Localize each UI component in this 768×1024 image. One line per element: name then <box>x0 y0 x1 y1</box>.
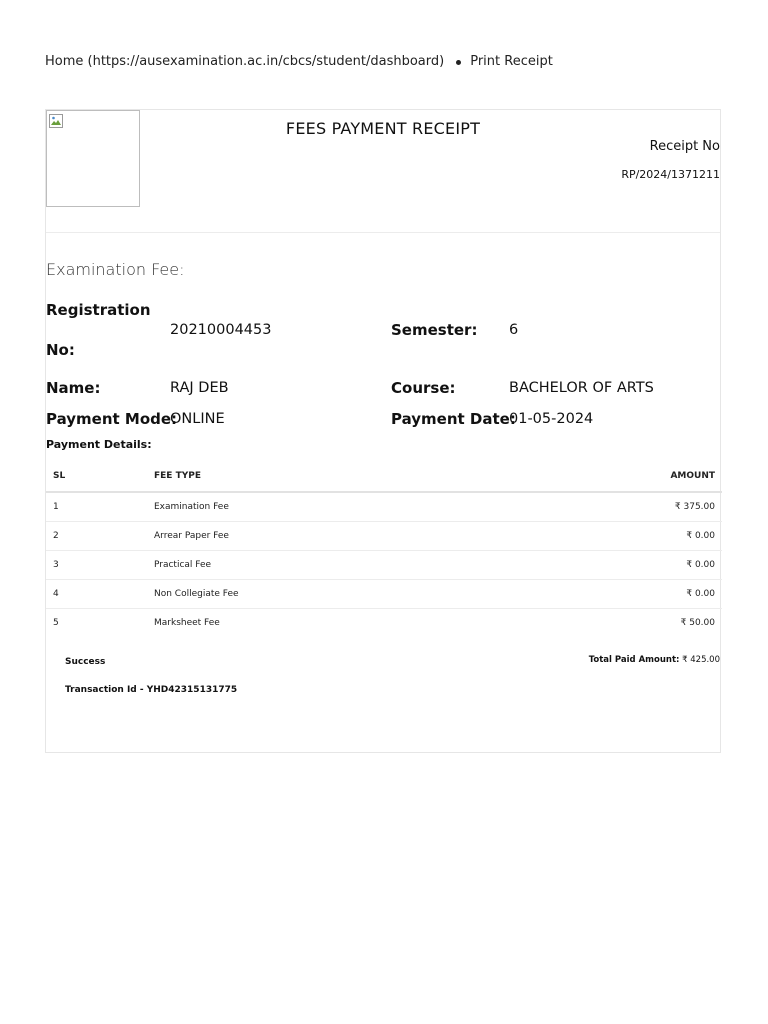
header-amount: AMOUNT <box>507 461 722 492</box>
semester-value: 6 <box>509 322 519 338</box>
row-sl: 3 <box>46 551 154 580</box>
table-row <box>46 522 722 551</box>
registration-label-line2: No: <box>46 341 75 359</box>
header-fee-type: FEE TYPE <box>154 461 507 492</box>
bullet-icon <box>456 60 461 65</box>
row-fee-type: Arrear Paper Fee <box>154 522 507 551</box>
transaction-id: Transaction Id - YHD42315131775 <box>65 685 238 695</box>
table-row <box>46 580 722 609</box>
payment-date-value: 01-05-2024 <box>509 411 594 427</box>
row-amount: ₹ 0.00 <box>507 580 722 609</box>
total-paid-value: ₹ 425.00 <box>682 655 720 665</box>
section-title: Examination Fee: <box>46 260 185 279</box>
name-value: RAJ DEB <box>170 380 229 396</box>
row-sl: 2 <box>46 522 154 551</box>
row-fee-type: Marksheet Fee <box>154 618 220 628</box>
row-fee-type: Non Collegiate Fee <box>154 580 507 609</box>
header-sl: SL <box>46 461 154 492</box>
breadcrumb-current: Print Receipt <box>470 54 553 69</box>
payment-date-label: Payment Date: <box>391 410 516 428</box>
breadcrumb-home-link[interactable]: Home (https://ausexamination.ac.in/cbcs/student/dashboard) <box>45 54 445 69</box>
total-paid-label: Total Paid Amount: <box>588 655 680 665</box>
row-fee-type: Examination Fee <box>154 492 507 522</box>
payment-details-title: Payment Details: <box>46 438 152 451</box>
table-row <box>46 609 722 638</box>
total-paid <box>589 655 720 665</box>
row-amount: ₹ 0.00 <box>507 551 722 580</box>
receipt-title: FEES PAYMENT RECEIPT <box>285 119 481 138</box>
row-amount: ₹ 0.00 <box>507 522 722 551</box>
fees-table <box>46 461 722 637</box>
row-sl: 5 <box>53 618 59 628</box>
divider <box>46 232 720 233</box>
registration-label-line1: Registration <box>46 301 151 319</box>
name-label: Name: <box>46 379 101 397</box>
table-row <box>46 551 722 580</box>
receipt-no-label: Receipt No <box>649 139 720 154</box>
row-amount: ₹ 50.00 <box>680 618 715 628</box>
row-fee-type: Practical Fee <box>154 551 507 580</box>
payment-mode-label: Payment Mode: <box>46 410 178 428</box>
row-sl: 4 <box>46 580 154 609</box>
semester-label: Semester: <box>391 321 478 339</box>
breadcrumb <box>45 54 553 69</box>
table-row <box>46 492 722 522</box>
course-label: Course: <box>391 379 456 397</box>
receipt-card <box>45 109 721 753</box>
receipt-no-value: RP/2024/1371211 <box>621 168 720 181</box>
row-amount: ₹ 375.00 <box>507 492 722 522</box>
payment-status: Success <box>65 657 106 667</box>
table-header-row <box>46 461 722 492</box>
course-value: BACHELOR OF ARTS <box>509 380 654 396</box>
registration-value: 20210004453 <box>170 322 272 338</box>
row-sl: 1 <box>46 492 154 522</box>
payment-mode-value: ONLINE <box>170 411 225 427</box>
